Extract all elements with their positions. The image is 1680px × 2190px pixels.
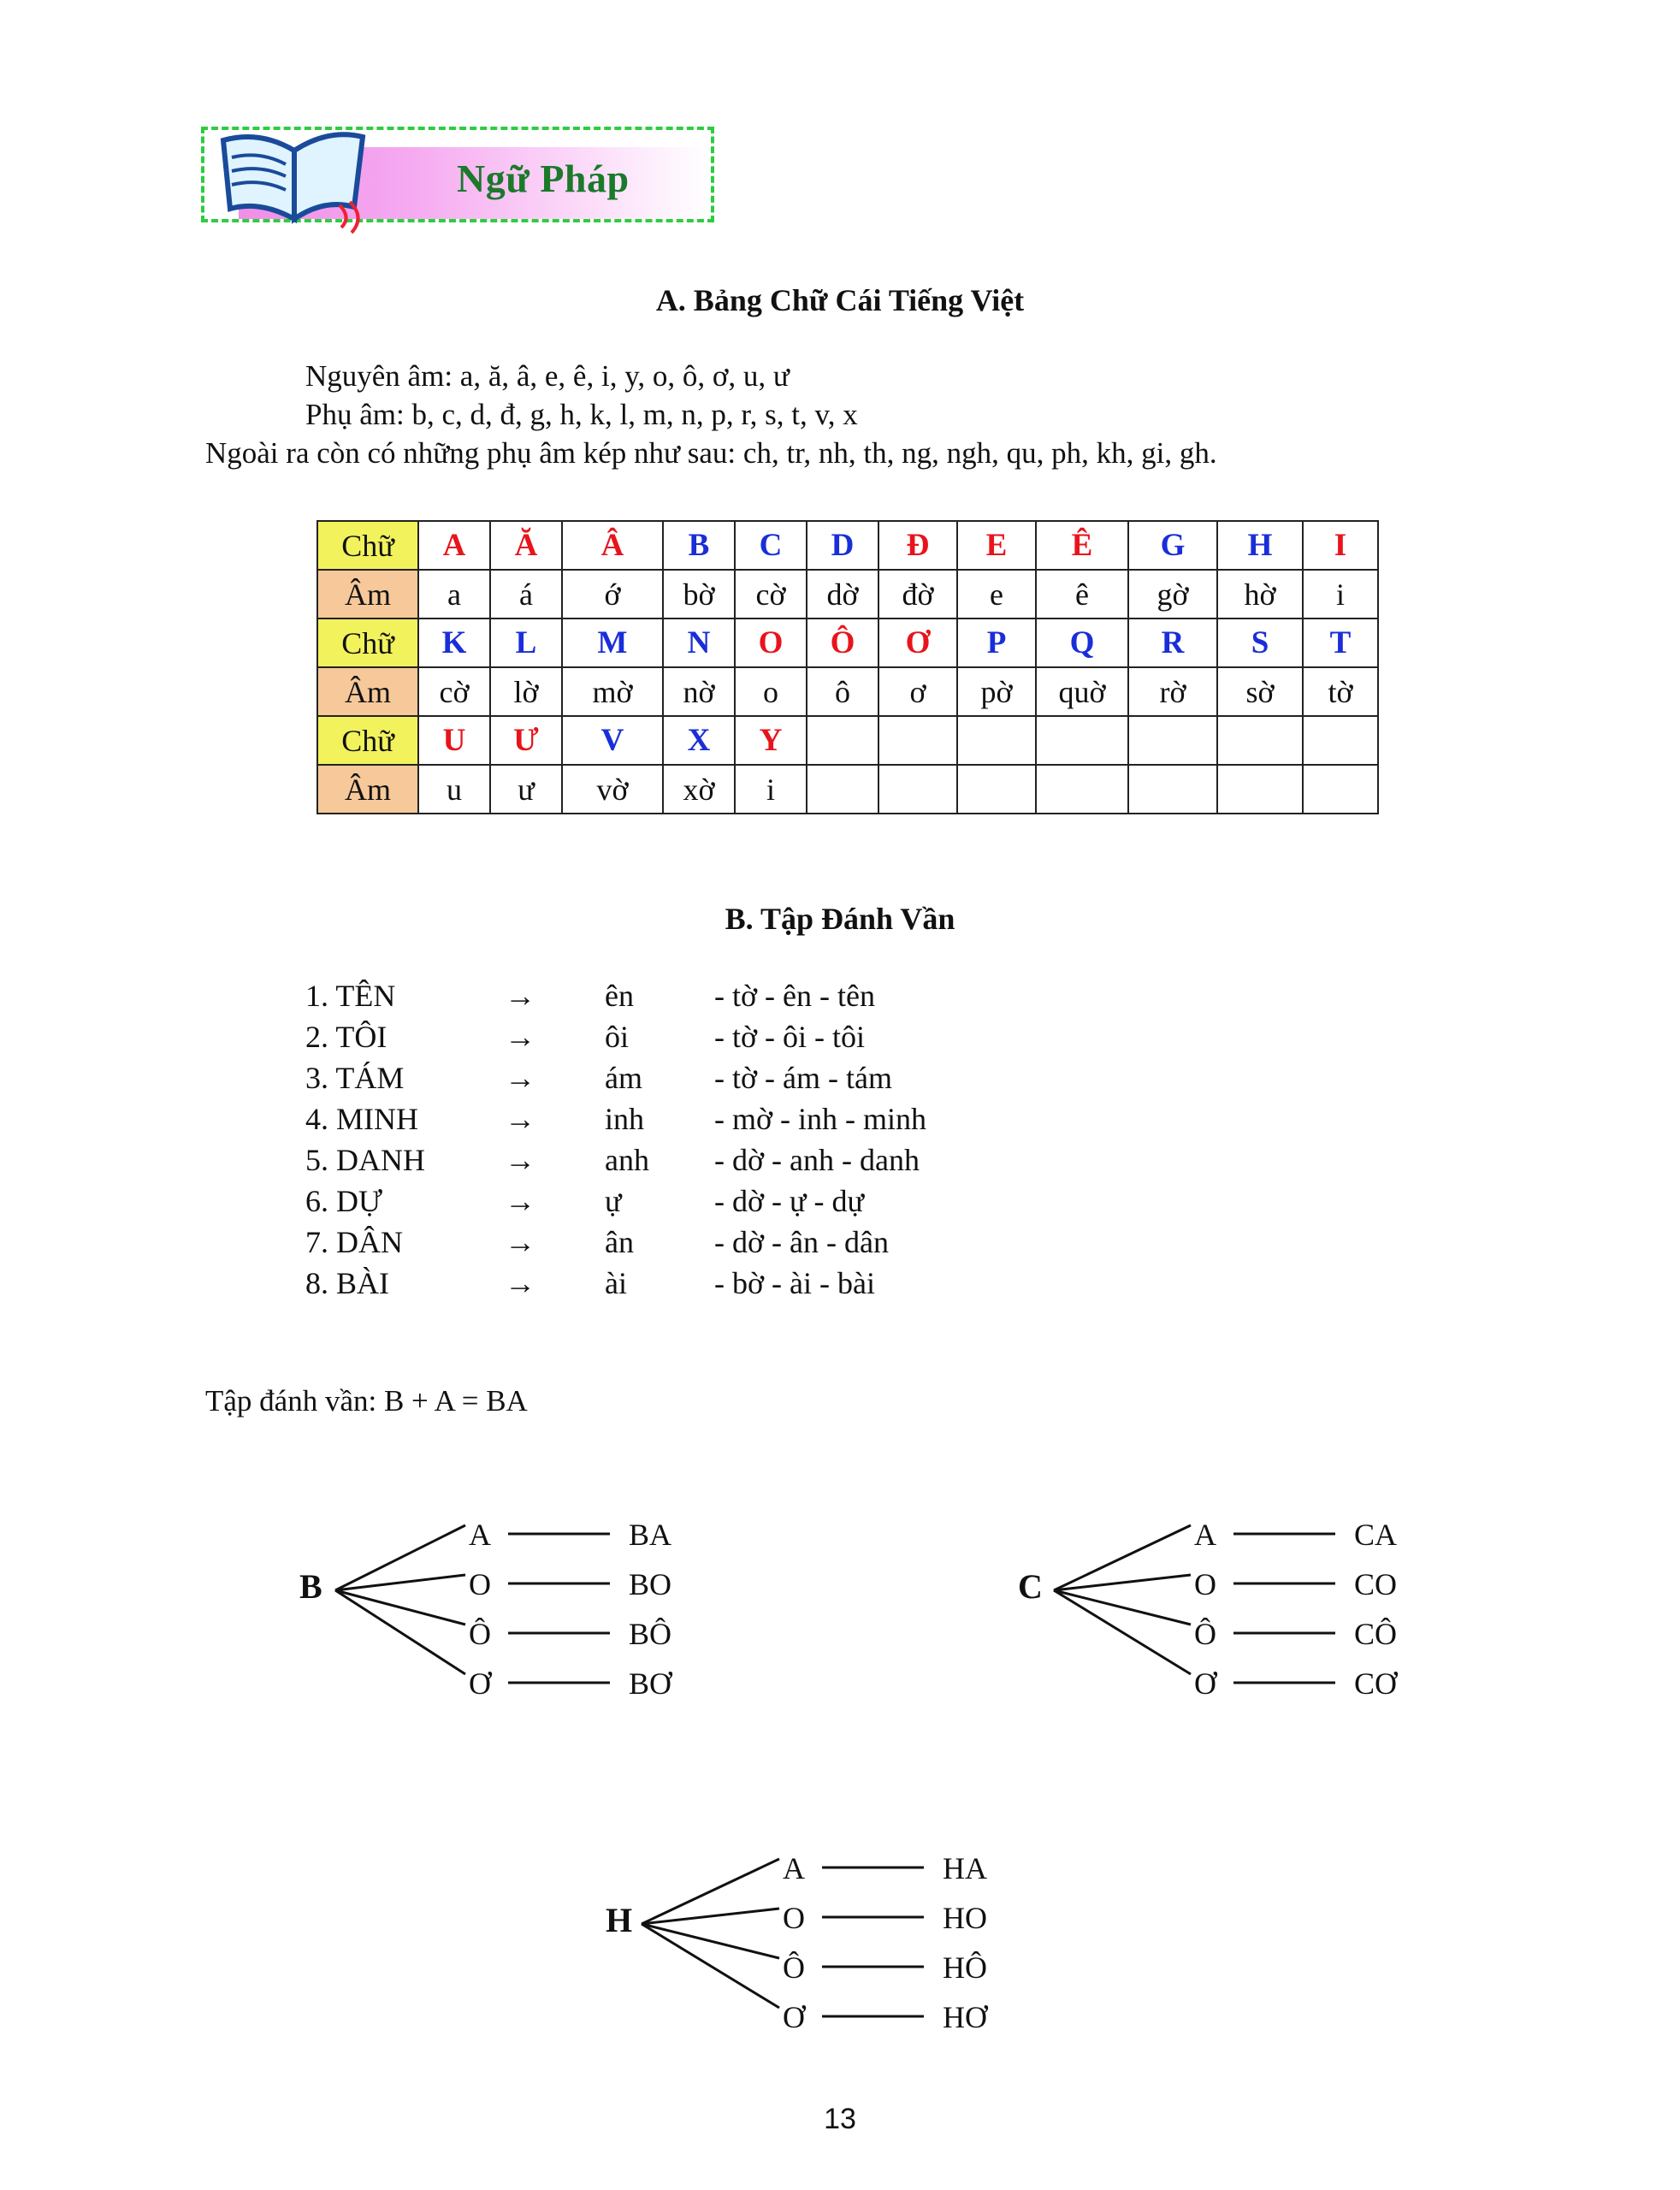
letter-label-cell: Chữ	[317, 716, 418, 765]
page-number: 13	[824, 2103, 856, 2135]
open-book-icon	[213, 123, 384, 234]
sound-cell: ô	[807, 667, 878, 716]
letter-cell: Â	[562, 521, 663, 570]
letter-row	[317, 716, 1378, 765]
arrow-icon: →	[505, 1102, 535, 1136]
sound-cell: sờ	[1217, 667, 1303, 716]
spell-rhyme: ám	[605, 1061, 642, 1095]
tree-vowel: A	[469, 1518, 491, 1552]
spell-word: 1. TÊN	[305, 979, 396, 1013]
consonants-line: Phụ âm: b, c, d, đ, g, h, k, l, m, n, p, r, s, t, v, x	[305, 398, 858, 431]
arrow-icon: →	[505, 1184, 535, 1218]
tree-result: BA	[629, 1518, 672, 1552]
tree-result: BO	[629, 1567, 672, 1601]
letter-cell: R	[1128, 619, 1217, 667]
sound-cell: cờ	[418, 667, 490, 716]
spell-steps: - dờ - anh - danh	[714, 1143, 920, 1177]
arrow-icon: →	[505, 1020, 535, 1054]
tree-vowel: A	[1194, 1518, 1216, 1552]
sound-cell: rờ	[1128, 667, 1217, 716]
spell-rhyme: ôi	[605, 1020, 630, 1054]
spell-steps: - dờ - ự - dự	[714, 1184, 865, 1218]
letter-cell: N	[663, 619, 735, 667]
practice-intro: Tập đánh vần: B + A = BA	[205, 1384, 528, 1418]
branch-line	[1054, 1575, 1191, 1590]
branch-line	[642, 1924, 779, 1958]
sound-cell: e	[957, 570, 1036, 619]
tree-result: CO	[1354, 1567, 1398, 1601]
sound-cell	[878, 765, 957, 814]
tree-vowel: A	[783, 1851, 805, 1885]
sound-cell: ê	[1036, 570, 1128, 619]
letter-cell: Ê	[1036, 521, 1128, 570]
header-banner	[201, 127, 714, 222]
letter-cell	[878, 716, 957, 765]
arrow-icon: →	[505, 1225, 535, 1259]
tree-result: HA	[943, 1851, 987, 1885]
spell-word: 6. DỰ	[305, 1184, 382, 1218]
tree-vowel: O	[783, 1901, 805, 1935]
sound-cell: đờ	[878, 570, 957, 619]
tree-vowel: Ơ	[783, 2000, 805, 2034]
tree-vowel: O	[1194, 1567, 1216, 1601]
sound-label-cell: Âm	[317, 667, 418, 716]
spell-word: 5. DANH	[305, 1143, 425, 1177]
sound-cell: xờ	[663, 765, 735, 814]
sound-cell: bờ	[663, 570, 735, 619]
tree-root: C	[1018, 1567, 1043, 1606]
sound-cell: ơ	[878, 667, 957, 716]
sound-cell: ớ	[562, 570, 663, 619]
spell-rhyme: ài	[605, 1266, 627, 1300]
arrow-icon: →	[505, 979, 535, 1013]
letter-cell: P	[957, 619, 1036, 667]
letter-row	[317, 521, 1378, 570]
sound-cell: cờ	[735, 570, 807, 619]
sound-cell: dờ	[807, 570, 878, 619]
sound-row	[317, 570, 1378, 619]
letter-cell: T	[1303, 619, 1378, 667]
tree-result: BƠ	[629, 1666, 672, 1701]
spell-steps: - dờ - ân - dân	[714, 1225, 889, 1259]
branch-line	[335, 1590, 465, 1625]
letter-cell: Ô	[807, 619, 878, 667]
sound-row	[317, 667, 1378, 716]
sound-cell: i	[735, 765, 807, 814]
letter-label-cell: Chữ	[317, 521, 418, 570]
spell-word: 3. TÁM	[305, 1061, 405, 1095]
sound-label-cell: Âm	[317, 765, 418, 814]
sound-cell	[1303, 765, 1378, 814]
branch-line	[1054, 1590, 1191, 1674]
letter-cell: C	[735, 521, 807, 570]
sound-cell	[1036, 765, 1128, 814]
sound-cell: á	[490, 570, 562, 619]
vowels-line: Nguyên âm: a, ă, â, e, ê, i, y, o, ô, ơ, u, ư	[305, 359, 790, 393]
letter-cell: A	[418, 521, 490, 570]
letter-cell: Ơ	[878, 619, 957, 667]
letter-cell: B	[663, 521, 735, 570]
spell-rhyme: ự	[605, 1184, 622, 1218]
branch-line	[335, 1575, 465, 1590]
tree-vowel: Ơ	[469, 1666, 491, 1701]
letter-cell: G	[1128, 521, 1217, 570]
spell-word: 2. TÔI	[305, 1020, 387, 1054]
sound-cell: gờ	[1128, 570, 1217, 619]
spell-word: 7. DÂN	[305, 1225, 403, 1259]
branch-line	[335, 1590, 465, 1674]
tree-vowel: Ô	[1194, 1617, 1216, 1651]
spell-steps: - tờ - ôi - tôi	[714, 1020, 866, 1054]
letter-cell	[1036, 716, 1128, 765]
letter-cell: Q	[1036, 619, 1128, 667]
tree-vowel: Ô	[783, 1950, 805, 1985]
sound-cell: i	[1303, 570, 1378, 619]
sound-cell: a	[418, 570, 490, 619]
spell-rhyme: anh	[605, 1143, 649, 1177]
branch-line	[1054, 1590, 1191, 1625]
tree-result: CÔ	[1354, 1617, 1398, 1651]
sound-cell	[1217, 765, 1303, 814]
letter-cell: I	[1303, 521, 1378, 570]
letter-cell: V	[562, 716, 663, 765]
arrow-icon: →	[505, 1143, 535, 1177]
letter-cell	[1303, 716, 1378, 765]
branch-line	[642, 1909, 779, 1924]
tree-vowel: O	[469, 1567, 491, 1601]
alphabet-table	[316, 520, 1379, 814]
sound-cell: hờ	[1217, 570, 1303, 619]
letter-cell: X	[663, 716, 735, 765]
arrow-icon: →	[505, 1266, 535, 1300]
sound-cell: pờ	[957, 667, 1036, 716]
branch-line	[642, 1924, 779, 2008]
sound-row	[317, 765, 1378, 814]
spell-rhyme: ân	[605, 1225, 634, 1259]
letter-cell: Ư	[490, 716, 562, 765]
sound-cell	[957, 765, 1036, 814]
sound-cell: mờ	[562, 667, 663, 716]
section-a-heading: A. Bảng Chữ Cái Tiếng Việt	[655, 283, 1025, 317]
tree-vowel: Ơ	[1194, 1666, 1216, 1701]
sound-cell	[807, 765, 878, 814]
sound-cell: o	[735, 667, 807, 716]
sound-cell: ư	[490, 765, 562, 814]
spell-word: 8. BÀI	[305, 1266, 389, 1300]
letter-cell: Y	[735, 716, 807, 765]
spell-word: 4. MINH	[305, 1102, 418, 1136]
spell-steps: - tờ - ám - tám	[714, 1061, 892, 1095]
spell-steps: - bờ - ài - bài	[714, 1266, 875, 1300]
tree-result: HO	[943, 1901, 987, 1935]
sound-label-cell: Âm	[317, 570, 418, 619]
sound-cell: vờ	[562, 765, 663, 814]
tree-result: HƠ	[943, 2000, 987, 2034]
tree-result: BÔ	[629, 1617, 672, 1651]
sound-cell: quờ	[1036, 667, 1128, 716]
letter-cell: E	[957, 521, 1036, 570]
page-title: Ngữ Pháp	[457, 157, 630, 200]
letter-cell: S	[1217, 619, 1303, 667]
tree-result: CA	[1354, 1518, 1398, 1552]
branch-line	[335, 1525, 465, 1590]
spell-steps: - tờ - ên - tên	[714, 979, 875, 1013]
sound-cell: nờ	[663, 667, 735, 716]
branch-line	[1054, 1525, 1191, 1590]
letter-cell: H	[1217, 521, 1303, 570]
sound-cell: lờ	[490, 667, 562, 716]
letter-cell: D	[807, 521, 878, 570]
tree-root: B	[299, 1567, 322, 1606]
letter-cell	[1128, 716, 1217, 765]
letter-cell	[807, 716, 878, 765]
sound-cell: tờ	[1303, 667, 1378, 716]
sound-cell	[1128, 765, 1217, 814]
letter-cell	[1217, 716, 1303, 765]
letter-cell: U	[418, 716, 490, 765]
branch-line	[642, 1859, 779, 1924]
double-consonants-line: Ngoài ra còn có những phụ âm kép như sau: ch, tr, nh, th, ng, ngh, qu, ph, kh, gi, gh.	[205, 436, 1217, 470]
letter-cell: Đ	[878, 521, 957, 570]
spelling-list	[305, 978, 1075, 1320]
letter-cell: Ă	[490, 521, 562, 570]
letter-cell	[957, 716, 1036, 765]
letter-cell: O	[735, 619, 807, 667]
letter-cell: K	[418, 619, 490, 667]
tree-result: HÔ	[943, 1950, 987, 1985]
arrow-icon: →	[505, 1061, 535, 1095]
tree-vowel: Ô	[469, 1617, 491, 1651]
tree-root: H	[606, 1901, 633, 1939]
sound-cell: u	[418, 765, 490, 814]
section-b-heading: B. Tập Đánh Vần	[725, 902, 955, 936]
tree-result: CƠ	[1354, 1666, 1398, 1701]
spell-rhyme: ên	[605, 979, 634, 1013]
letter-row	[317, 619, 1378, 667]
letter-cell: M	[562, 619, 663, 667]
letter-cell: L	[490, 619, 562, 667]
letter-label-cell: Chữ	[317, 619, 418, 667]
spell-rhyme: inh	[605, 1102, 645, 1136]
spell-steps: - mờ - inh - minh	[714, 1102, 927, 1136]
